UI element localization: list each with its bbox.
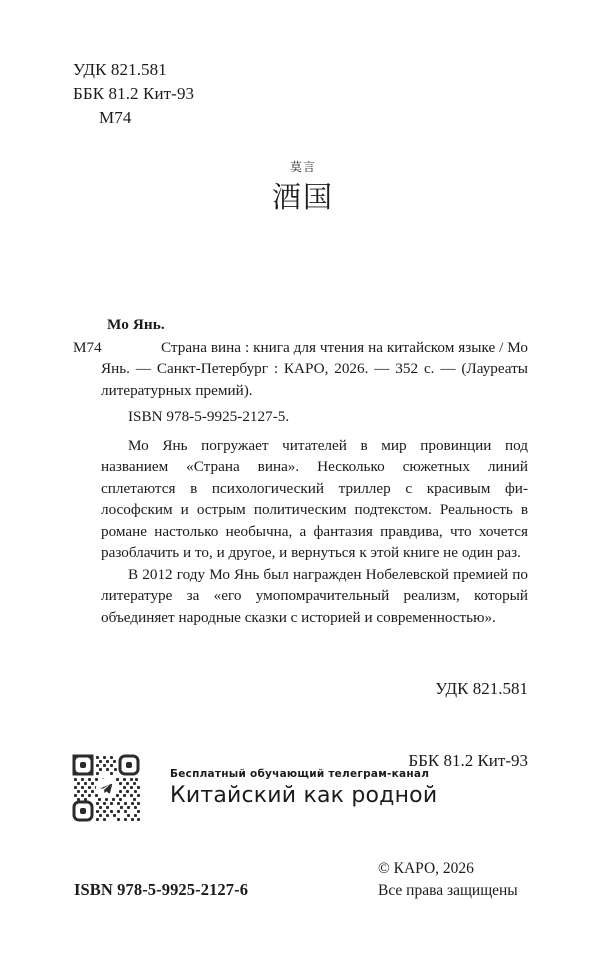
telegram-promo-text — [170, 768, 437, 808]
copyright-line: © КАРО, 2026 — [378, 860, 474, 877]
annotation-paragraph-2: В 2012 году Мо Янь был награжден Нобелевской премией по литературе за «его умопомрачительный реализм, который объединяет народные сказки с историей и современностью». — [101, 565, 528, 626]
bbk-code: ББК 81.2 Кит-93 — [73, 84, 195, 103]
bibliographic-record — [73, 314, 528, 628]
annotation-block — [73, 435, 528, 629]
record-sigla: М74 — [73, 338, 102, 356]
footer-isbn: ISBN 978-5-9925-2127-6 — [74, 880, 249, 899]
author-sigla-code: М74 — [99, 108, 132, 127]
record-body — [73, 337, 528, 402]
promo-subtitle: Бесплатный обучающий телеграм-канал — [170, 768, 430, 780]
record-description: Страна вина : книга для чтения на китайском языке / Мо Янь. — Санкт-Петербург : КАРО, 2026. — 352 с. — (Лауреаты литературных премий). — [101, 338, 528, 399]
telegram-plane-icon — [96, 778, 116, 798]
annotation-paragraph-1: Мо Янь погружает читателей в мир провинции под названием «Страна вина». Несколько сюжетных линий сплетаются в психологический триллер с красивым философским и острым политическим подтекстом. Реальность в романе настолько необычна, а фантазия правдива, что хочется разоблачить и то, и другое, и вернуться к этой книге не один раз. — [101, 436, 528, 561]
chinese-author-name: 莫言 — [289, 160, 316, 174]
promo-channel-name: Китайский как родной — [170, 783, 438, 808]
rights-reserved-line: Все права защищены — [378, 882, 518, 899]
udk-code: УДК 821.581 — [73, 60, 167, 79]
footer-rights-block — [378, 858, 518, 902]
record-isbn: ISBN 978-5-9925-2127-5. — [128, 408, 290, 425]
telegram-promo-block — [70, 752, 437, 824]
udk-code-repeat: УДК 821.581 — [435, 679, 528, 698]
qr-code-icon[interactable] — [70, 752, 142, 824]
bbk-code-repeat: ББК 81.2 Кит-93 — [408, 751, 528, 770]
classification-block — [73, 58, 194, 130]
chinese-title-block — [0, 160, 606, 215]
record-author-heading: Мо Янь. — [107, 316, 165, 333]
chinese-book-title: 酒国 — [271, 180, 334, 214]
